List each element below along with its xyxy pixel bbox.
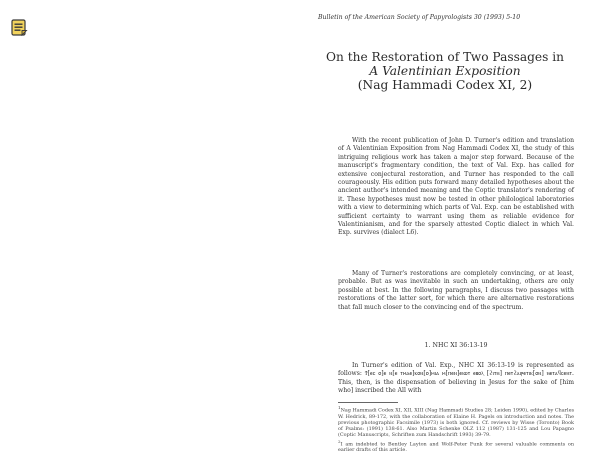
footnote-2-text: I am indebted to Bentley Layton and Wolf-Peter Funk for several valuable comments on earlier drafts of this article.	[338, 441, 574, 454]
running-head: Bulletin of the American Society of Papyrologists 30 (1993) 5-10	[318, 14, 521, 21]
paragraph-1-text: With the recent publication of John D. Turner's edition and translation of A Valentinian Exposition from Nag Hammadi Codex XI, the study of this intriguing religious work has taken a major step forward. Because of the manuscript's fragmentary condition, the text of Val. Exp. has called for extensive conjectural restoration, and Turner has responded to the call courageously. His edition puts forward many detailed hypotheses about the ancient author's intended meaning and the Coptic translator's rendering of it. These hypotheses must now be tested in other philological laboratories with a view to determining which parts of Val. Exp. can be established with sufficient certainty to warrant using them as reliable evidence for Valentinianism, and for the sparsely attested Coptic dialect in which Val. Exp. survives (dialect L6).	[338, 137, 574, 237]
title-line-1: On the Restoration of Two Passages in	[325, 50, 565, 64]
footnote-1-text: Nag Hammadi Codex XI, XII, XIII (Nag Hammadi Studies 28; Leiden 1990), edited by Charles W. Hedrick, 89-172, with the collaboration of Elaine H. Pagels on introduction and notes. The previous photographic Facsimile (1973) is both ignored. Cf. reviews by Wisse (Toronto) Book of Psalms: (1991) 138-61. Also Martin Schenke OLZ 112 (1987) 131-125 and Lou Papagno (Coptic Manuscripts, Schriften zum Handschrift 1993) 39-79.	[338, 407, 574, 439]
title-line-2: A Valentinian Exposition	[369, 64, 521, 78]
section-heading: 1. NHC XI 36:13-19	[424, 342, 488, 349]
article-title	[290, 50, 600, 92]
paragraph-2-text: Many of Turner's restorations are completely convincing, or at least, probable. But as was inevitable in such an undertaking, others are only possible at best. In the following paragraphs, I discuss two passages with restorations of the latter sort, for which there are alternative restorations that fall much closer to the convincing end of the spectrum.	[338, 270, 574, 311]
title-line-3: (Nag Hammadi Codex XI, 2)	[357, 78, 533, 92]
footnotes	[338, 405, 574, 454]
footnote-1: $^1$Nag Hammadi Codex XI, XII, XIII (Nag Hammadi Studies 28; Leiden 1990), edited by Charles W. Hedrick, 89-172, with the collaboration of Elaine H. Pagels on introduction and notes. The previous photographic Facsimile (1973) is both ignored. Cf. reviews by Wisse (Toronto) Book of Psalms: (1991) 138-61. Also Martin Schenke OLZ 112 (1987) 131-125 and Lou Papagno (Coptic Manuscripts, Schriften zum Handschrift 1993) 39-79.	[338, 405, 574, 439]
body-paragraph-1	[338, 137, 574, 238]
body-paragraph-3	[338, 362, 574, 396]
paragraph-3-text: In Turner's edition of Val. Exp., NHC XI 36:13-19 is represented as follows: Ϯ[ⲉⲥ ⲟ]ⲉ ⲛ[ⲉ ⲧⲙⲁⲉ]ⲕⲟⲛ[ⲟ]ⲙⲓⲁ ⲙ[ⲡⲉⲛ]ⲉⲓⲱⲧ ⲉⲃⲟⲗ [ϩⲓⲧⲛ] ⲡⲉⲧϩⲁⲓⲣⲉⲧⲓⲕ[ⲟⲛ] ⲛⲉⲧⲁϥⲥⲉⲛⲧ. This, then, is the dispensation of believing in Jesus for the sake of [him who] inscribed the All with	[338, 362, 574, 395]
footnote-rule	[338, 402, 398, 403]
footnote-2: $^2$I am indebted to Bentley Layton and Wolf-Peter Funk for several valuable comments on earlier drafts of this article.	[338, 438, 574, 454]
document-icon[interactable]	[11, 19, 28, 37]
body-paragraph-2	[338, 270, 574, 312]
